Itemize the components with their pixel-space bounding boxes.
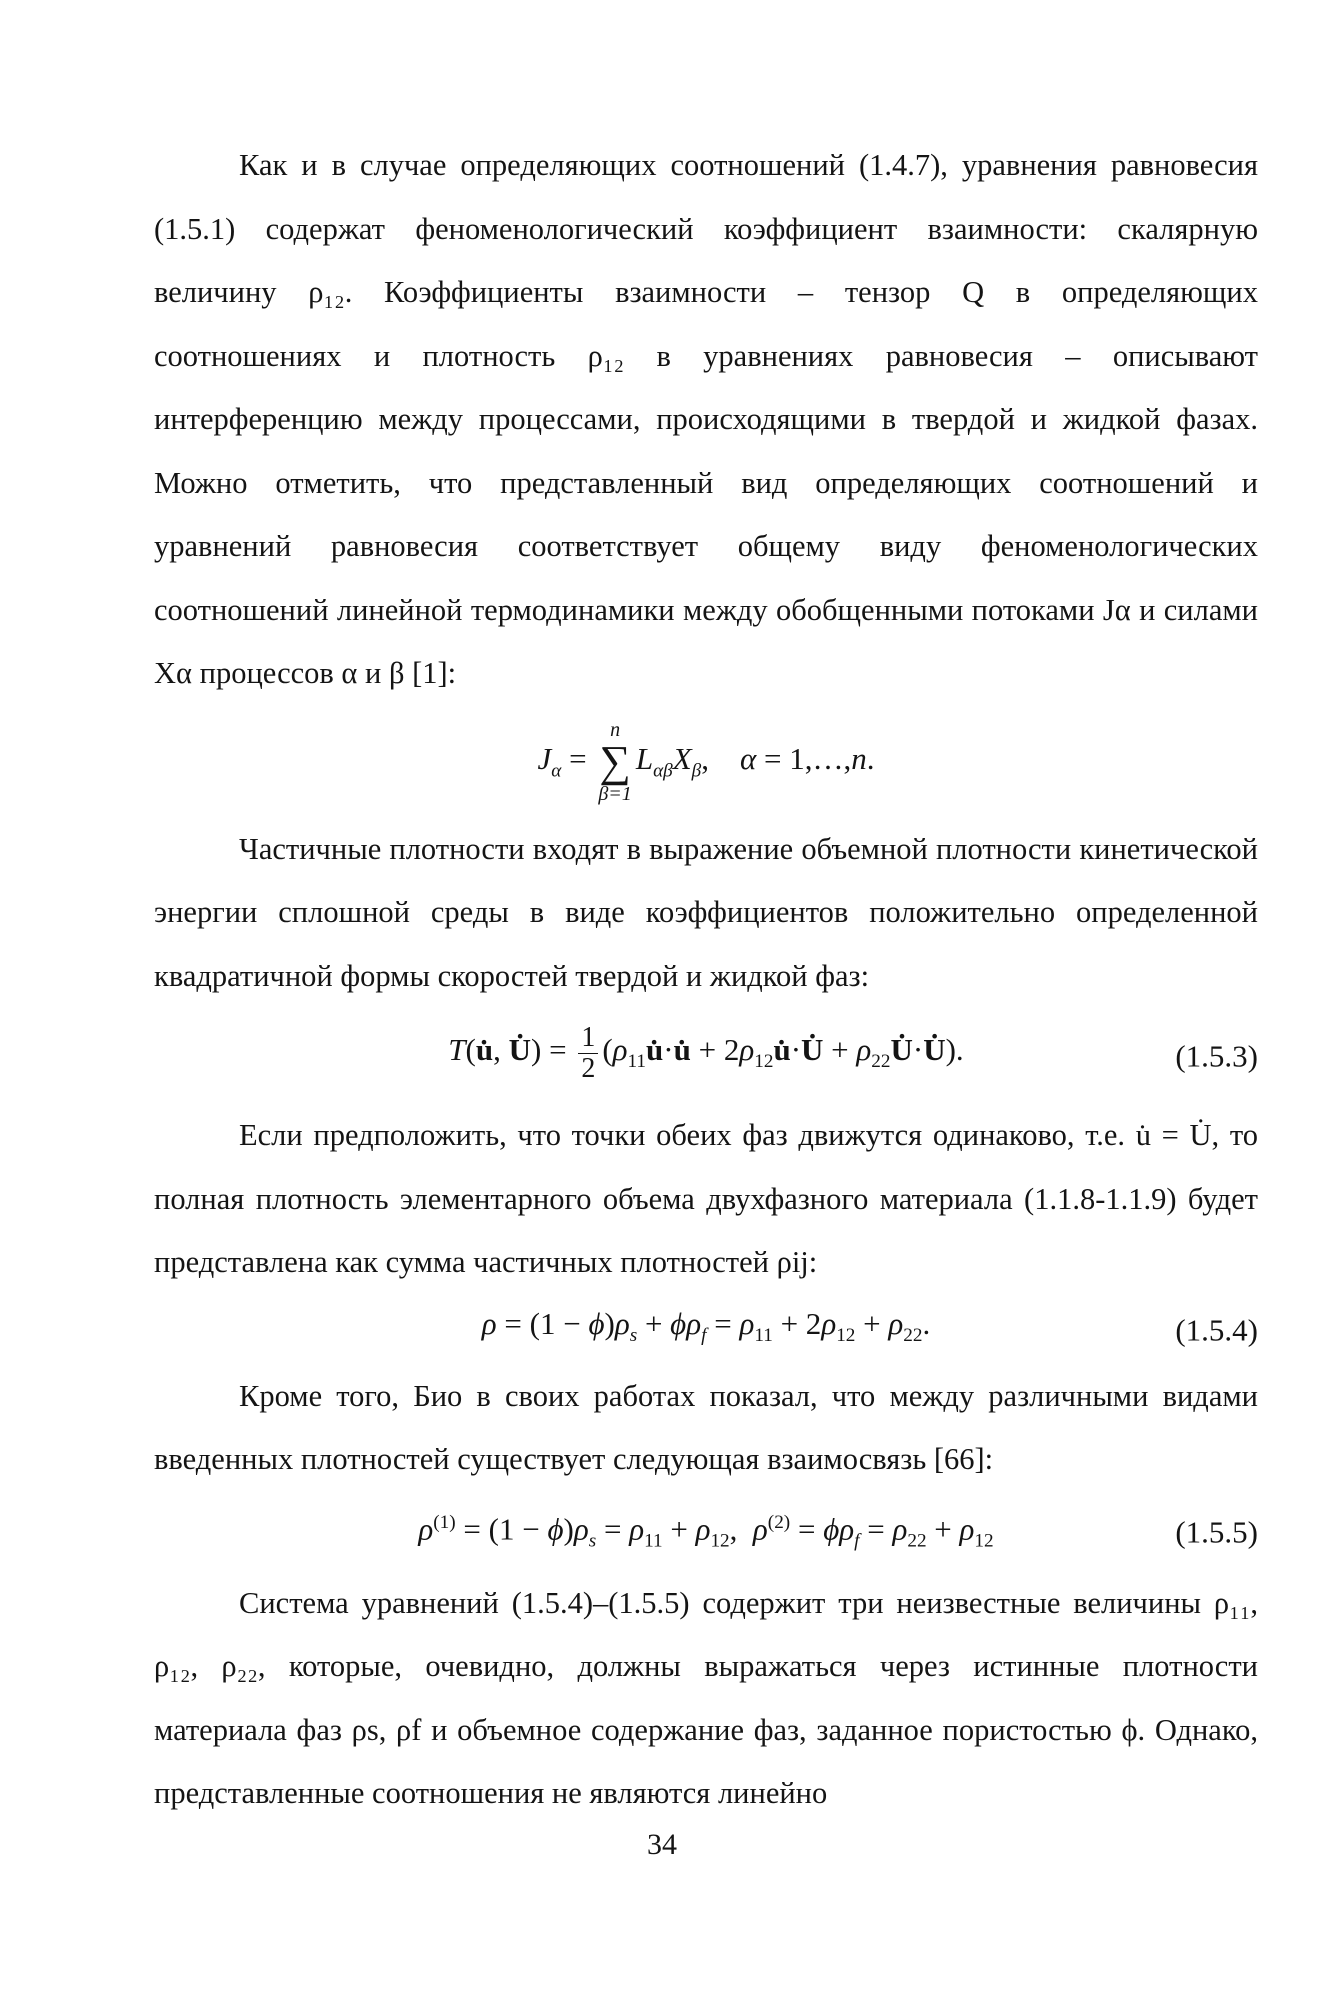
page-number: 34	[647, 1828, 677, 1861]
paragraph-4: Кроме того, Био в своих работах показал, что между различными видами введенных плотностей существует следующая взаимосвязь [66]:	[154, 1378, 1258, 1476]
equation-biot-relation	[154, 1492, 1258, 1572]
equation-number: (1.5.4)	[1175, 1311, 1258, 1347]
equation-total-density-body: $\rho = (1 - \phi)\rho_s + \phi\rho_f = \rho_{11} + 2\rho_{12} + \rho_{22}$.	[481, 1305, 931, 1346]
equation-total-density	[154, 1295, 1258, 1365]
body-text	[154, 134, 1258, 1826]
paragraph-3: Если предположить, что точки обеих фаз движутся одинаково, т.е. u̇ = U̇, то полная плотность элементарного объема двухфазного материала (1.1.8-1.1.9) будет представлена как сумма частичных плотностей ρij:	[154, 1118, 1258, 1279]
paragraph-2: Частичные плотности входят в выражение объемной плотности кинетической энергии сплошной среды в виде коэффициентов положительно определенной квадратичной формы скоростей твердой и жидкой фаз:	[154, 831, 1258, 993]
paragraph-1: Как и в случае определяющих соотношений (1.4.7), уравнения равновесия (1.5.1) содержат феноменологический коэффициент взаимности: скалярную величину ρ₁₂. Коэффициенты взаимности – тензор Q в определяющих соотношениях и плотность ρ₁₂ в уравнениях равновесия – описывают интерференцию между процессами, происходящими в твердой и жидкой фазах. Можно отметить, что представленный вид определяющих соотношений и уравнений равновесия соответствует общему виду феноменологических соотношений линейной термодинамики между обобщенными потоками Jα и силами Xα процессов α и β [1]:	[154, 148, 1258, 690]
equation-kinetic-energy-body: T(u̇, U̇) = $\frac{1}{2}$ ($\rho_{11}u̇\cdot u̇$ + $2\rho_{12}u̇\cdot U̇$ + $\rho_{22}U̇\cdot U̇$).	[448, 1022, 964, 1084]
equation-biot-relation-body: $\rho^{(1)} = (1 - \phi)\rho_s = \rho_{11} + \rho_{12}$, $\rho^{(2)} = \phi\rho_f = \rho_{22} + \rho_{12}$	[418, 1510, 994, 1552]
equation-number: (1.5.3)	[1175, 1038, 1258, 1074]
sum-sign: n ∑ β=1	[598, 718, 632, 805]
fraction-one-half: $\frac{1}{2}$	[578, 1023, 598, 1083]
equation-onsager	[154, 706, 1258, 818]
paragraph-5: Система уравнений (1.5.4)–(1.5.5) содержит три неизвестные величины ρ₁₁, ρ₁₂, ρ₂₂, которые, очевидно, должны выражаться через истинные плотности материала фаз ρs, ρf и объемное содержание фаз, заданное пористостью ϕ. Однако, представленные соотношения не являются линейно	[154, 1585, 1258, 1810]
equation-onsager-body: $J_\alpha$ = n ∑ β=1 $L_{\alpha\beta}X_\beta$, α = 1,…,n.	[537, 718, 875, 805]
equation-number: (1.5.5)	[1175, 1513, 1258, 1549]
equation-kinetic-energy	[154, 1008, 1258, 1104]
